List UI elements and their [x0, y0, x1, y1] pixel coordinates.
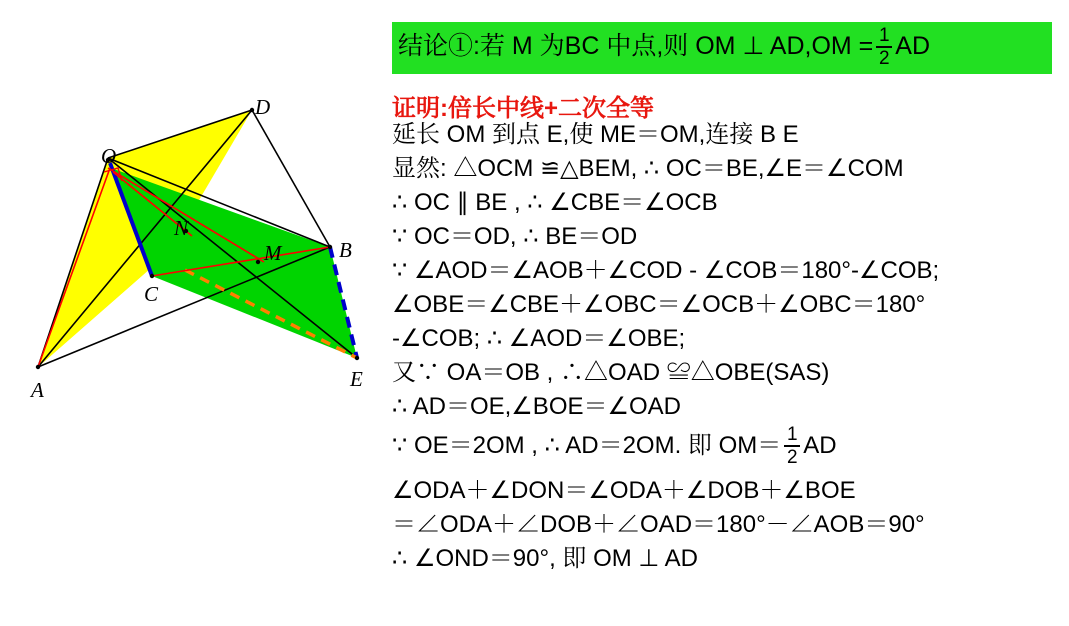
- vertex-dot-M: [256, 260, 260, 264]
- fraction-numerator: 1: [786, 424, 798, 445]
- proof-line: ∵ OC＝OD, ∴ BE＝OD: [392, 222, 638, 250]
- proof-fraction: [784, 425, 800, 467]
- geometry-figure: [0, 0, 390, 626]
- point-label-B: B: [339, 238, 352, 262]
- geometry-diagram-svg: [0, 0, 390, 626]
- conclusion-line: [398, 26, 1046, 68]
- proof-line: ∠ODA＋∠DON＝∠ODA＋∠DOB＋∠BOE: [392, 476, 856, 504]
- vertex-dot-D: [250, 108, 254, 112]
- proof-line: ∴ OC ∥ BE , ∴ ∠CBE＝∠OCB: [392, 188, 718, 216]
- vertex-dot-E: [355, 356, 359, 360]
- conclusion-fraction: [876, 26, 892, 68]
- proof-line: 延长 OM 到点 E,使 ME＝OM,连接 B E: [392, 120, 799, 148]
- point-label-N: N: [174, 216, 189, 240]
- conclusion-box: [392, 22, 1052, 74]
- proof-fraction-prefix: ∵ OE＝2OM , ∴ AD＝2OM. 即 OM＝: [392, 431, 782, 459]
- proof-body: [392, 118, 1068, 576]
- proof-line: ∵ ∠AOD＝∠AOB＋∠COD - ∠COB＝180°-∠COB;: [392, 256, 940, 284]
- proof-title: 证明:倍长中线+二次全等: [392, 95, 655, 122]
- point-label-E: E: [350, 367, 363, 391]
- point-label-O: O: [101, 144, 117, 168]
- conclusion-suffix: AD: [895, 32, 931, 61]
- fraction-denominator: 2: [879, 48, 890, 69]
- proof-line: 显然: △OCM ≌△BEM, ∴ OC＝BE,∠E＝∠COM: [392, 154, 904, 182]
- proof-line: 又∵ OA＝OB , ∴△OAD ≌△OBE(SAS): [392, 358, 830, 386]
- proof-fraction-suffix: AD: [803, 431, 837, 459]
- proof-line-with-fraction: [392, 424, 1068, 468]
- point-label-D: D: [255, 95, 271, 119]
- proof-line: ＝∠ODA＋∠DOB＋∠OAD＝180°－∠AOB＝90°: [392, 510, 925, 538]
- proof-line: ∴ ∠OND＝90°, 即 OM ⊥ AD: [392, 544, 698, 572]
- vertex-dot-A: [36, 365, 40, 369]
- fraction-numerator: 1: [879, 25, 890, 46]
- point-label-A: A: [31, 378, 44, 402]
- point-label-C: C: [144, 282, 159, 306]
- conclusion-prefix: 结论①:若 M 为BC 中点,则 OM ⊥ AD,OM =: [398, 32, 874, 61]
- proof-line: ∠OBE＝∠CBE＋∠OBC＝∠OCB＋∠OBC＝180°: [392, 290, 926, 318]
- proof-line: ∴ AD＝OE,∠BOE＝∠OAD: [392, 392, 682, 420]
- fraction-denominator: 2: [786, 447, 798, 468]
- point-label-M: M: [264, 241, 282, 265]
- proof-line: -∠COB; ∴ ∠AOD＝∠OBE;: [392, 324, 686, 352]
- vertex-dot-C: [150, 274, 154, 278]
- proof-panel: [390, 0, 1069, 626]
- vertex-dot-B: [328, 245, 332, 249]
